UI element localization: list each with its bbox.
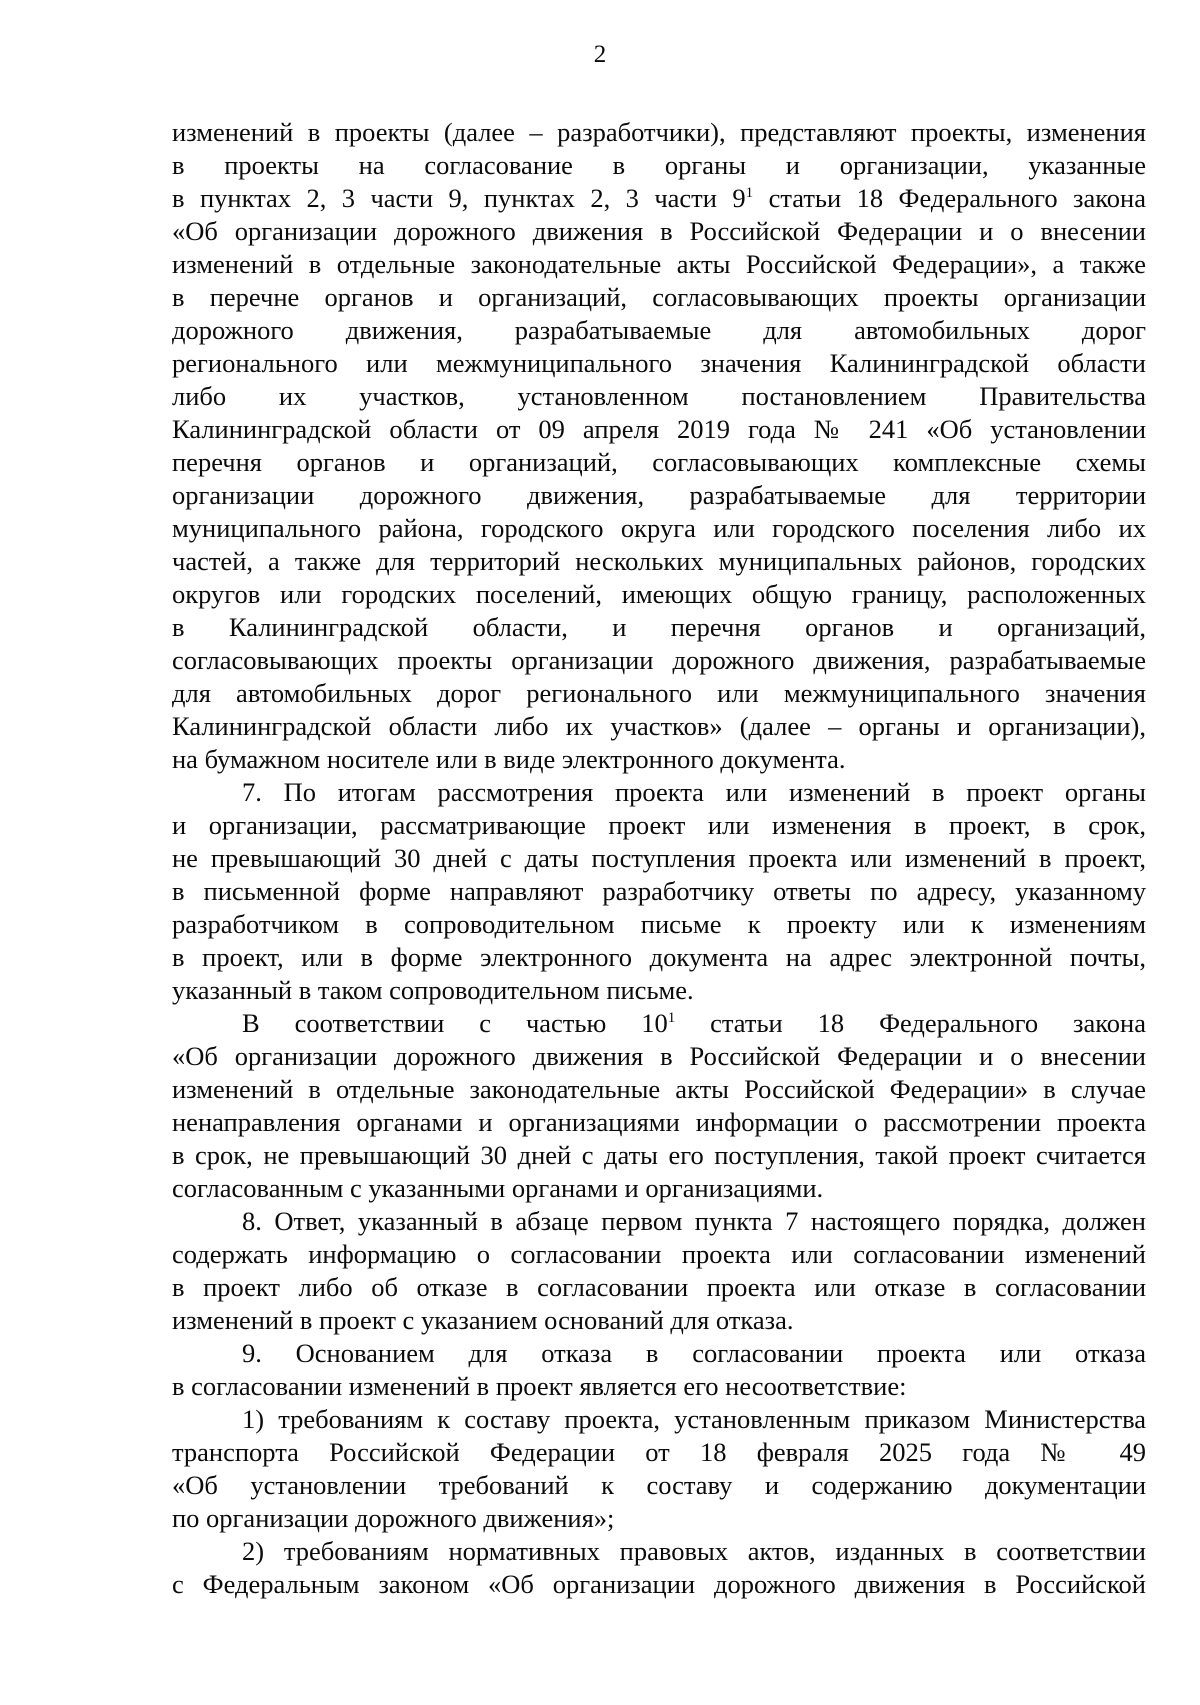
text-line	[172, 842, 1146, 875]
text-line	[172, 1337, 1146, 1370]
line-text: перечня органов и организаций, согласовывающих комплексные схемы	[172, 447, 1146, 477]
text-line	[172, 380, 1146, 413]
line-text: для автомобильных дорог регионального или межмуниципального значения	[172, 678, 1146, 708]
line-text: регионального или межмуниципального значения Калининградской области	[172, 348, 1146, 378]
line-text: 1) требованиям к составу проекта, установленным приказом Министерства	[242, 1404, 1146, 1434]
text-line	[172, 182, 1146, 215]
line-text-tail: статьи 18 Федерального закона	[753, 183, 1146, 213]
text-line	[172, 1073, 1146, 1106]
text-line	[172, 116, 1146, 149]
text-line	[172, 248, 1146, 281]
line-text: изменений в отдельные законодательные акты Российской Федерации» в случае	[172, 1074, 1146, 1104]
line-text: муниципального района, городского округа или городского поселения либо их	[172, 513, 1146, 543]
text-line	[172, 1238, 1146, 1271]
text-line	[172, 1370, 1146, 1403]
text-line	[172, 413, 1146, 446]
line-text: 9. Основанием для отказа в согласовании проекта или отказа	[242, 1338, 1146, 1368]
line-text: «Об установлении требований к составу и содержанию документации	[172, 1470, 1146, 1500]
line-text: согласовывающих проекты организации дорожного движения, разрабатываемые	[172, 645, 1146, 675]
text-line	[172, 677, 1146, 710]
text-line	[172, 644, 1146, 677]
line-text: в перечне органов и организаций, согласовывающих проекты организации	[172, 282, 1146, 312]
text-line	[172, 1436, 1146, 1469]
line-text: 7. По итогам рассмотрения проекта или изменений в проект органы	[242, 777, 1146, 807]
page-number: 2	[593, 41, 607, 68]
line-text: «Об организации дорожного движения в Российской Федерации и о внесении	[172, 216, 1146, 246]
line-text: по организации дорожного движения»;	[172, 1503, 615, 1533]
text-line	[172, 710, 1146, 743]
text-line	[172, 215, 1146, 248]
line-text: не превышающий 30 дней с даты поступления проекта или изменений в проект,	[172, 843, 1146, 873]
text-line	[172, 908, 1146, 941]
line-text: согласованным с указанными органами и организациями.	[172, 1173, 824, 1203]
line-text: либо их участков, установленном постановлением Правительства	[172, 381, 1146, 411]
text-line	[172, 1139, 1146, 1172]
text-line	[172, 446, 1146, 479]
text-line	[172, 875, 1146, 908]
line-text: в пунктах 2, 3 части 9, пунктах 2, 3 части 9	[172, 183, 746, 213]
text-line	[172, 743, 1146, 776]
document-body	[172, 116, 1146, 1601]
line-text: В соответствии с частью 10	[242, 1008, 668, 1038]
line-text: 2) требованиям нормативных правовых актов, изданных в соответствии	[242, 1536, 1146, 1566]
line-text: на бумажном носителе или в виде электронного документа.	[172, 744, 846, 774]
text-line	[172, 809, 1146, 842]
line-text: организации дорожного движения, разрабатываемые для территории	[172, 480, 1146, 510]
line-text: 8. Ответ, указанный в абзаце первом пункта 7 настоящего порядка, должен	[242, 1206, 1146, 1236]
text-line	[172, 611, 1146, 644]
text-line	[172, 1535, 1146, 1568]
text-line	[172, 941, 1146, 974]
line-text: округов или городских поселений, имеющих общую границу, расположенных	[172, 579, 1146, 609]
line-text: в согласовании изменений в проект является его несоответствие:	[172, 1371, 907, 1401]
text-line	[172, 479, 1146, 512]
line-text: содержать информацию о согласовании проекта или согласовании изменений	[172, 1239, 1146, 1269]
line-text: с Федеральным законом «Об организации дорожного движения в Российской	[172, 1569, 1146, 1599]
superscript: 1	[667, 1010, 676, 1026]
text-line	[172, 1271, 1146, 1304]
text-line	[172, 314, 1146, 347]
line-text: в письменной форме направляют разработчику ответы по адресу, указанному	[172, 876, 1146, 906]
text-line	[172, 1568, 1146, 1601]
text-line	[172, 776, 1146, 809]
line-text: изменений в отдельные законодательные акты Российской Федерации», а также	[172, 249, 1146, 279]
text-line	[172, 1007, 1146, 1040]
line-text: дорожного движения, разрабатываемые для автомобильных дорог	[172, 315, 1146, 345]
line-text: и организации, рассматривающие проект или изменения в проект, в срок,	[172, 810, 1146, 840]
text-line	[172, 1304, 1146, 1337]
line-text: изменений в проекты (далее – разработчики), представляют проекты, изменения	[172, 117, 1146, 147]
line-text: в проект либо об отказе в согласовании проекта или отказе в согласовании	[172, 1272, 1146, 1302]
text-line	[172, 545, 1146, 578]
line-text: «Об организации дорожного движения в Российской Федерации и о внесении	[172, 1041, 1146, 1071]
text-line	[172, 1172, 1146, 1205]
text-line	[172, 1205, 1146, 1238]
text-line	[172, 974, 1146, 1007]
text-line	[172, 1502, 1146, 1535]
text-line	[172, 512, 1146, 545]
line-text: в проект, или в форме электронного документа на адрес электронной почты,	[172, 942, 1146, 972]
line-text: в Калининградской области, и перечня органов и организаций,	[172, 612, 1146, 642]
text-line	[172, 347, 1146, 380]
text-line	[172, 1040, 1146, 1073]
superscript: 1	[745, 185, 754, 201]
line-text-tail: статьи 18 Федерального закона	[675, 1008, 1146, 1038]
line-text: указанный в таком сопроводительном письме.	[172, 975, 694, 1005]
line-text: в проекты на согласование в органы и организации, указанные	[172, 150, 1146, 180]
text-line	[172, 281, 1146, 314]
line-text: изменений в проект с указанием оснований для отказа.	[172, 1305, 794, 1335]
line-text: транспорта Российской Федерации от 18 февраля 2025 года № 49	[172, 1437, 1146, 1467]
text-line	[172, 1403, 1146, 1436]
line-text: частей, а также для территорий нескольких муниципальных районов, городских	[172, 546, 1146, 576]
text-line	[172, 149, 1146, 182]
line-text: ненаправления органами и организациями информации о рассмотрении проекта	[172, 1107, 1146, 1137]
text-line	[172, 578, 1146, 611]
line-text: в срок, не превышающий 30 дней с даты его поступления, такой проект считается	[172, 1140, 1146, 1170]
line-text: Калининградской области от 09 апреля 2019 года № 241 «Об установлении	[172, 414, 1146, 444]
line-text: Калининградской области либо их участков» (далее – органы и организации),	[172, 711, 1146, 741]
text-line	[172, 1106, 1146, 1139]
line-text: разработчиком в сопроводительном письме к проекту или к изменениям	[172, 909, 1146, 939]
text-line	[172, 1469, 1146, 1502]
